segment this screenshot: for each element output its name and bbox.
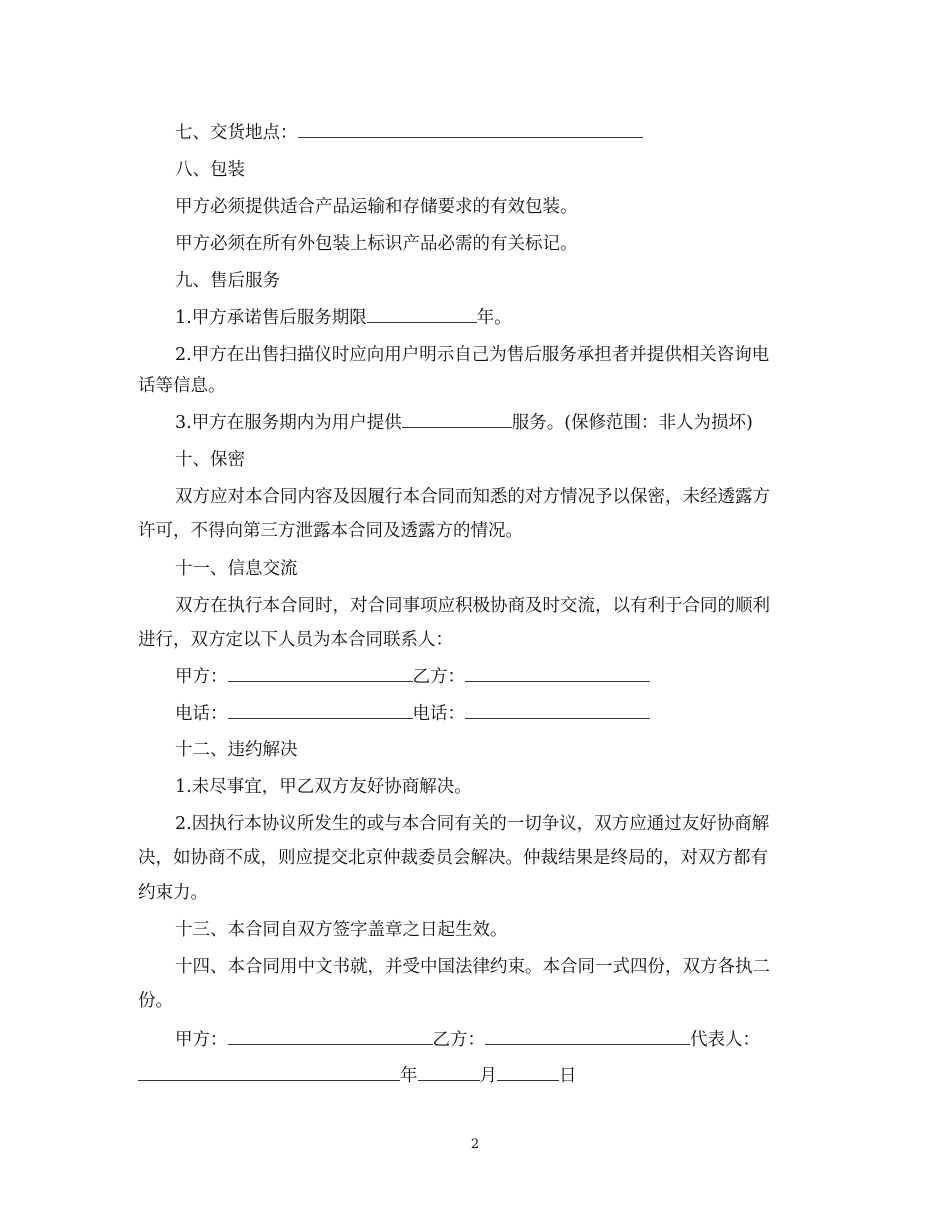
- section-8-paragraph-1: 甲方必须提供适合产品运输和存储要求的有效包装。: [175, 197, 578, 217]
- sign-party-b-label: 乙方：: [432, 1030, 485, 1050]
- service-period-blank: [367, 308, 477, 323]
- sign-party-a-blank: [228, 1030, 433, 1045]
- service-type-blank: [402, 413, 512, 428]
- section-14-line-2: 份。: [138, 991, 173, 1011]
- section-12-title: 十二、违约解决: [175, 740, 298, 760]
- month-label: 月: [479, 1066, 497, 1086]
- phone-b-label: 电话：: [412, 704, 465, 724]
- representative-blank: [138, 1066, 400, 1081]
- service-scope-text: 服务。(保修范围：非人为损坏): [511, 413, 753, 433]
- sign-party-a-label: 甲方：: [175, 1030, 228, 1050]
- day-blank: [497, 1066, 559, 1081]
- contact-phone-line: [175, 704, 650, 724]
- contact-party-line: [175, 667, 650, 687]
- section-9-item-1: [175, 308, 512, 328]
- sign-party-b-blank: [485, 1030, 690, 1045]
- section-10-line-1: 双方应对本合同内容及因履行本合同而知悉的对方情况予以保密，未经透露方: [175, 487, 770, 507]
- section-9-item-2-line-1: 2.甲方在出售扫描仪时应向用户明示自己为售后服务承担者并提供相关咨询电: [175, 345, 770, 365]
- day-label: 日: [559, 1066, 577, 1086]
- delivery-place-blank: [298, 123, 643, 138]
- section-8-title: 八、包装: [175, 160, 245, 180]
- section-12-item-2-line-1: 2.因执行本协议所发生的或与本合同有关的一切争议，双方应通过友好协商解: [175, 814, 770, 834]
- delivery-place-label: 七、交货地点：: [175, 123, 298, 143]
- contact-party-a-blank: [228, 667, 413, 682]
- service-provide-label: 3.甲方在服务期内为用户提供: [175, 413, 402, 433]
- section-9-item-3: [175, 413, 753, 433]
- contact-party-a-label: 甲方：: [175, 667, 228, 687]
- phone-a-label: 电话：: [175, 704, 228, 724]
- section-9-item-2-line-2: 话等信息。: [138, 376, 226, 396]
- signature-line: [175, 1030, 760, 1050]
- phone-a-blank: [228, 704, 413, 719]
- section-11-line-2: 进行，双方定以下人员为本合同联系人：: [138, 630, 453, 650]
- section-12-item-2-line-2: 决，如协商不成，则应提交北京仲裁委员会解决。仲裁结果是终局的，对双方都有: [138, 848, 768, 868]
- section-10-title: 十、保密: [175, 450, 245, 470]
- month-blank: [418, 1066, 480, 1081]
- service-period-unit: 年。: [476, 308, 512, 328]
- phone-b-blank: [465, 704, 650, 719]
- section-8-paragraph-2: 甲方必须在所有外包装上标识产品必需的有关标记。: [175, 234, 578, 254]
- contact-party-b-label: 乙方：: [412, 667, 465, 687]
- date-line: [138, 1066, 577, 1086]
- section-9-title: 九、售后服务: [175, 271, 280, 291]
- contact-party-b-blank: [465, 667, 650, 682]
- section-11-title: 十一、信息交流: [175, 559, 298, 579]
- section-14-line-1: 十四、本合同用中文书就，并受中国法律约束。本合同一式四份，双方各执二: [175, 957, 770, 977]
- delivery-place-line: [175, 123, 643, 143]
- year-label: 年: [400, 1066, 418, 1086]
- section-12-item-1: 1.未尽事宜，甲乙双方友好协商解决。: [175, 777, 472, 797]
- section-12-item-2-line-3: 约束力。: [138, 883, 208, 903]
- section-11-line-1: 双方在执行本合同时，对合同事项应积极协商及时交流，以有利于合同的顺利: [175, 596, 770, 616]
- service-period-label: 1.甲方承诺售后服务期限: [175, 308, 367, 328]
- section-13: 十三、本合同自双方签字盖章之日起生效。: [175, 920, 508, 940]
- page-number: 2: [470, 1137, 480, 1152]
- section-10-line-2: 许可，不得向第三方泄露本合同及透露方的情况。: [138, 521, 523, 541]
- sign-representative-label: 代表人：: [690, 1030, 760, 1050]
